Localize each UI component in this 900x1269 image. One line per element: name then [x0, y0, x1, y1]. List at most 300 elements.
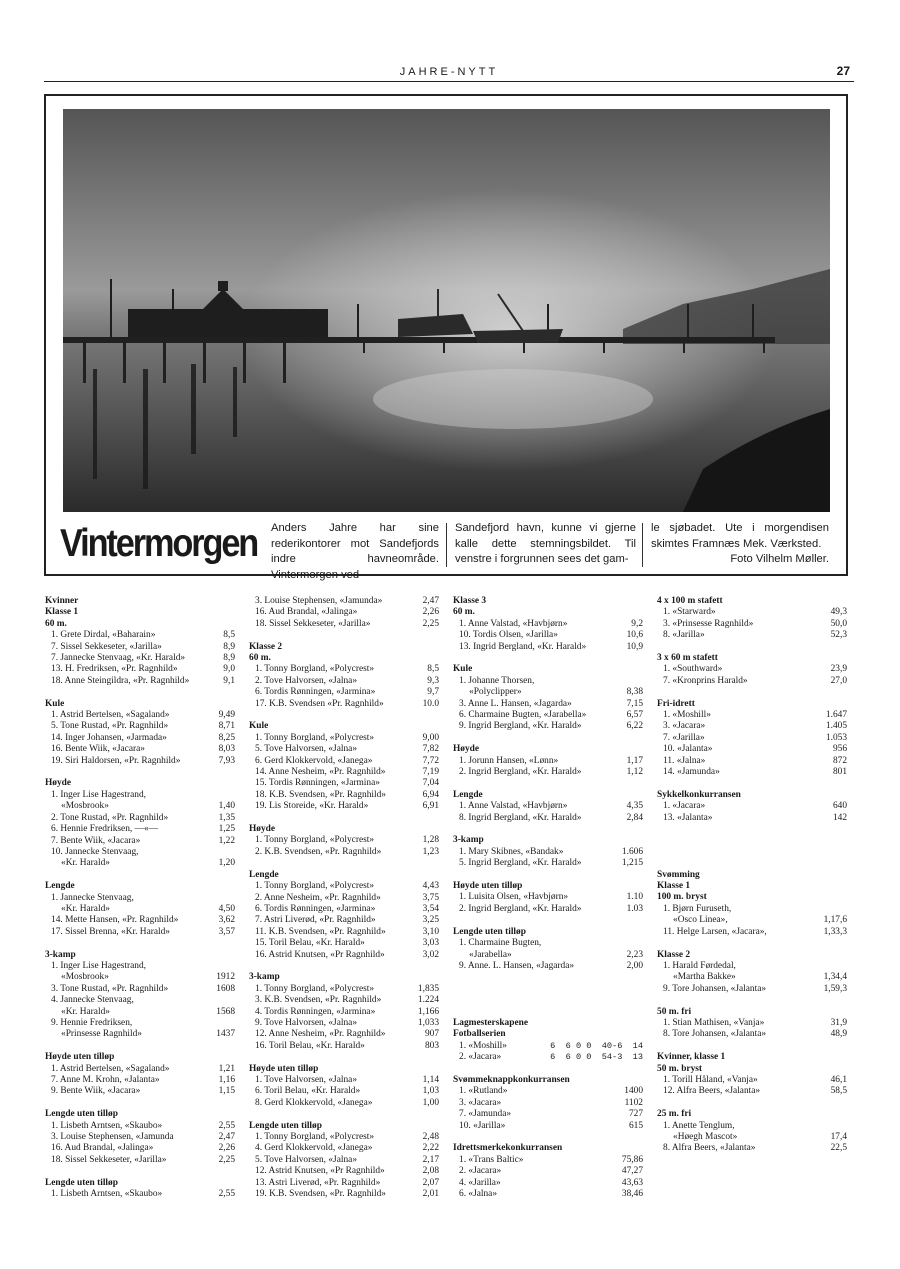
result-name: 5. Tove Halvorsen, «Jalna» [255, 744, 358, 755]
result-row [453, 1041, 643, 1052]
result-row [453, 1178, 643, 1189]
result-name: 7. «Kronprins Harald» [663, 675, 748, 686]
result-name: 17. Sissel Brenna, «Kr. Harald» [51, 926, 170, 937]
results-section [453, 1075, 643, 1132]
result-name: 3. «Prinsesse Ragnhild» [663, 618, 754, 629]
result-row [657, 1075, 847, 1086]
result-row [45, 847, 235, 858]
result-row [45, 630, 235, 641]
result-row [45, 1007, 235, 1018]
result-name: 1. «Rutland» [459, 1086, 508, 1097]
result-row [249, 676, 439, 687]
result-row [657, 972, 847, 983]
result-value: 4,35 [626, 801, 643, 812]
result-name: «Kr. Harald» [61, 903, 110, 914]
result-value: 1,16 [218, 1074, 235, 1085]
result-name: 12. Anne Nesheim, «Pr. Ragnhild» [255, 1029, 386, 1040]
result-value: 22,5 [830, 1143, 847, 1154]
result-name: 1. Grete Dirdal, «Baharain» [51, 630, 156, 641]
result-value: 9,1 [223, 675, 235, 686]
result-name [663, 847, 842, 858]
result-value: 2,22 [422, 1143, 439, 1154]
result-row [657, 664, 847, 675]
result-row [45, 790, 235, 801]
result-value [232, 1018, 235, 1029]
result-name: 5. Ingrid Bergland, «Kr. Harald» [459, 858, 582, 869]
result-value: 2,23 [626, 949, 643, 960]
results-column-1 [45, 596, 235, 1212]
results-section [657, 1109, 847, 1155]
section-title: Klasse 3 60 m. [453, 596, 487, 618]
result-row [249, 699, 439, 710]
result-row [249, 1178, 439, 1189]
result-name: 1. «Moshill» [459, 1040, 507, 1051]
result-name: 3. Louise Stephensen, «Jamunda» [255, 596, 383, 606]
result-name: 1. Jorunn Hansen, «Lønn» [459, 755, 559, 766]
result-name: 1. Inger Lise Hagestrand, [51, 960, 147, 971]
section-title: Kule [453, 664, 473, 675]
result-value: 803 [424, 1040, 439, 1051]
result-name: 12. Astrid Knutsen, «Pr Ragnhild» [255, 1166, 385, 1177]
results-section [453, 881, 643, 915]
result-row [45, 904, 235, 915]
result-row [249, 881, 439, 892]
result-row [657, 1143, 847, 1154]
result-row [453, 858, 643, 869]
result-name: 13. H. Fredriksen, «Pr. Ragnhild» [51, 664, 178, 675]
result-name: 1. Tonny Borgland, «Polycrest» [255, 664, 375, 675]
result-row [657, 801, 847, 812]
result-value: 3,57 [218, 926, 235, 937]
result-row [45, 915, 235, 926]
result-name: 16. Toril Belau, «Kr. Harald» [255, 1040, 365, 1051]
result-name: 1. Astrid Bertelsen, «Sagaland» [51, 710, 170, 721]
result-name: 11. K.B. Svendsen, «Pr. Ragnhild» [255, 926, 386, 937]
result-name: 7. Bente Wiik, «Jacara» [51, 835, 141, 846]
result-value: 1,033 [417, 1017, 439, 1028]
result-name: 8. Gerd Klokkervold, «Janega» [255, 1097, 373, 1108]
results-column-3 [453, 596, 643, 1212]
result-value: 2,55 [218, 1189, 235, 1200]
result-name: 1. Harald Førdedal, [663, 960, 736, 971]
result-name: 4. «Jarilla» [459, 1177, 501, 1188]
result-value: 7,72 [422, 755, 439, 766]
result-value: 1,03 [422, 1086, 439, 1097]
section-title: Sykkelkonkurransen [657, 789, 741, 800]
caption-text-1: Anders Jahre har sine rederikontorer mot Sandefjords indre havneområde. Vintermorgen ved [271, 522, 439, 581]
result-name: 5. Tove Halvorsen, «Jalna» [255, 1154, 358, 1165]
result-value: 17,4 [830, 1131, 847, 1142]
result-name: 10. «Jalanta» [663, 744, 713, 755]
section-title: Kule [249, 721, 269, 732]
result-row [453, 756, 643, 767]
page-number: 27 [836, 64, 850, 78]
result-value [638, 995, 641, 1006]
result-value: 1,15 [218, 1086, 235, 1097]
result-row [45, 642, 235, 653]
section-title: Lagmesterskapene Fotballserien [453, 1017, 528, 1040]
result-row [657, 915, 847, 926]
result-name: 1. Stian Mathisen, «Vanja» [663, 1017, 765, 1028]
result-name: 16. Aud Brandal, «Jalinga» [51, 1143, 154, 1154]
result-name: 18. Sissel Sekkeseter, «Jarilla» [255, 618, 371, 629]
result-row [45, 664, 235, 675]
result-row [45, 824, 235, 835]
results-section [45, 950, 235, 1041]
result-value: 7,04 [422, 778, 439, 789]
result-row [453, 1098, 643, 1109]
result-name: 1. «Moshill» [663, 710, 711, 721]
result-name: 4. Gerd Klokkervold, «Janega» [255, 1143, 373, 1154]
result-row [249, 733, 439, 744]
result-row [45, 653, 235, 664]
result-row [249, 664, 439, 675]
result-value: 1102 [624, 1097, 643, 1108]
results-section [453, 596, 643, 653]
result-value: 2,84 [626, 812, 643, 823]
results-section [453, 744, 643, 778]
result-name: 9. Anne. L. Hansen, «Jagarda» [459, 960, 575, 971]
caption-text-2: Sandefjord havn, kunne vi gjerne kalle dette stemningsbildet. Til venstre i forgrunnen sees det gam- [455, 522, 636, 565]
result-name: 3. «Jacara» [663, 721, 706, 732]
section-title: 50 m. fri [657, 1006, 692, 1017]
results-section [249, 721, 439, 812]
result-value [640, 676, 643, 687]
result-row [45, 801, 235, 812]
result-value: 1,59,3 [823, 983, 847, 994]
section-title: 3-kamp [45, 949, 76, 960]
result-value: 907 [424, 1029, 439, 1040]
result-value: 2,47 [218, 1132, 235, 1142]
result-name: 1. Tonny Borgland, «Polycrest» [255, 983, 375, 994]
result-row [249, 1007, 439, 1018]
result-name: 1. Tonny Borgland, «Polycrest» [255, 1131, 375, 1142]
section-title: Høyde [45, 778, 72, 789]
results-section [453, 984, 643, 1007]
result-row [249, 767, 439, 778]
result-row [453, 642, 643, 653]
result-row [453, 847, 643, 858]
caption-divider [446, 523, 447, 567]
results-section [249, 596, 439, 630]
section-title: Lengde uten tilløp [453, 926, 526, 937]
result-value: 75,86 [621, 1154, 643, 1165]
result-value: 9,0 [223, 664, 235, 675]
result-name: 2. Ingrid Bergland, «Kr. Harald» [459, 903, 582, 914]
result-value: 3,54 [422, 903, 439, 914]
result-value: 7,93 [218, 755, 235, 766]
result-name: 1. «Southward» [663, 664, 723, 675]
result-value: 46,1 [830, 1074, 847, 1085]
results-section [45, 778, 235, 869]
result-value: 3,03 [422, 938, 439, 949]
result-name: 14. «Jamunda» [663, 767, 720, 778]
results-section [45, 1052, 235, 1098]
result-value: 8,9 [223, 653, 235, 664]
result-row [249, 847, 439, 858]
result-name: 2. «Jacara» [459, 1166, 502, 1177]
result-name: 19. Siri Haldorsen, «Pr. Ragnhild» [51, 755, 181, 766]
section-title: Høyde uten tilløp [249, 1063, 319, 1074]
result-name: 1. Anette Tenglum, [663, 1120, 735, 1131]
result-row [453, 630, 643, 641]
result-row [657, 904, 847, 915]
result-row [45, 1189, 235, 1200]
result-name: 6. Hennie Fredriksen, —«— [51, 824, 159, 835]
harbour-photo [63, 109, 830, 512]
result-name: 1. Lisbeth Arntsen, «Skaubo» [51, 1120, 163, 1131]
result-row [45, 836, 235, 847]
result-name: 7. Astri Liverød, «Pr. Ragnhild» [255, 915, 376, 926]
result-row [453, 676, 643, 687]
section-title: Høyde [453, 744, 480, 755]
result-name: 16. Aud Brandal, «Jalinga» [255, 607, 358, 618]
result-name: 14. Mette Hansen, «Pr. Ragnhild» [51, 915, 179, 926]
result-value [844, 961, 847, 972]
result-row [657, 847, 847, 858]
result-value: 1.647 [825, 710, 847, 721]
result-row [453, 1121, 643, 1132]
result-value: 6,57 [626, 710, 643, 721]
result-value: 23,9 [830, 664, 847, 675]
result-name: 7. «Jarilla» [663, 732, 705, 743]
section-title: Lengde [249, 869, 279, 880]
result-row [453, 892, 643, 903]
result-name: 15. Toril Belau, «Kr. Harald» [255, 938, 365, 949]
result-row [453, 904, 643, 915]
magazine-title: JAHRE-NYTT [399, 66, 499, 78]
result-name: 6. Tordis Rønningen, «Jarmina» [255, 687, 376, 698]
results-section [249, 1121, 439, 1201]
result-row [657, 835, 847, 846]
result-value: 1,20 [218, 858, 235, 869]
result-value: 1,14 [422, 1074, 439, 1085]
result-value: 3,62 [218, 915, 235, 926]
result-row [453, 950, 643, 961]
result-name: «Mosbrook» [61, 801, 109, 812]
result-value: 1,28 [422, 835, 439, 846]
result-row [249, 1143, 439, 1154]
results-column-2 [249, 596, 439, 1212]
result-value: 7,15 [626, 698, 643, 709]
result-row [249, 1155, 439, 1166]
section-title: Svømmeknappkonkurransen [453, 1074, 570, 1085]
results-section [453, 1018, 643, 1064]
result-value: 9,2 [631, 618, 643, 629]
page-header [44, 64, 854, 82]
results-section [657, 950, 847, 996]
results-section [453, 790, 643, 824]
result-name: 2. Tone Rustad, «Pr. Ragnhild» [51, 812, 169, 823]
result-row [657, 721, 847, 732]
result-value: 38,46 [621, 1188, 643, 1199]
result-value: 6,91 [422, 801, 439, 812]
result-value: 50,0 [830, 618, 847, 629]
result-value: 9,00 [422, 732, 439, 743]
result-name: 10. Tordis Olsen, «Jarilla» [459, 630, 558, 641]
result-value: 2,48 [422, 1131, 439, 1142]
result-row [45, 1029, 235, 1040]
result-name: 1. Anne Valstad, «Havbjørn» [459, 618, 568, 629]
result-name: 5. Tone Rustad, «Pr. Ragnhild» [51, 721, 169, 732]
result-row [453, 1086, 643, 1097]
result-name: 1. Anne Valstad, «Havbjørn» [459, 801, 568, 812]
result-value: 1.606 [621, 846, 643, 857]
result-row [453, 961, 643, 972]
result-name: «Mosbrook» [61, 972, 109, 983]
result-value: 7,19 [422, 767, 439, 778]
result-value: 6 6 0 0 40-6 14 [550, 1040, 643, 1051]
result-name: 4. Jannecke Stenvaag, [51, 995, 134, 1006]
result-value: 1608 [216, 983, 235, 994]
result-row [249, 1086, 439, 1097]
result-name: 2. «Jacara» [459, 1052, 502, 1063]
result-row [249, 1018, 439, 1029]
result-value: 58,5 [830, 1086, 847, 1097]
result-value [842, 847, 845, 858]
result-row [249, 687, 439, 698]
result-name: 1. Inger Lise Hagestrand, [51, 789, 147, 800]
result-value: 10,6 [626, 630, 643, 641]
result-name: 15. Tordis Rønningen, «Jarmina» [255, 778, 380, 789]
result-row [249, 984, 439, 995]
result-value: 8,71 [218, 721, 235, 732]
section-title: 3 x 60 m stafett [657, 653, 718, 664]
section-title: Fri-idrett [657, 698, 695, 709]
result-value: 615 [628, 1120, 643, 1131]
result-name: «Osco Linea», [673, 915, 728, 926]
result-value: 3,25 [422, 915, 439, 926]
section-title: Lengde [453, 789, 483, 800]
result-value: 1,12 [626, 767, 643, 778]
result-name: 2. K.B. Svendsen, «Pr. Ragnhild» [255, 846, 382, 857]
result-value: 8,9 [223, 641, 235, 652]
result-name: 9. Bente Wiik, «Jacara» [51, 1086, 141, 1097]
photo-credit: Foto Vilhelm Møller. [730, 553, 829, 565]
result-value: 3,02 [422, 949, 439, 960]
result-name: «Prinsesse Ragnhild» [61, 1029, 142, 1040]
results-section [657, 699, 847, 779]
result-row [45, 984, 235, 995]
result-row [657, 927, 847, 938]
result-value: 2,25 [422, 618, 439, 629]
results-column-4 [657, 596, 847, 1166]
result-name: 3. K.B. Svendsen, «Pr. Ragnhild» [255, 995, 382, 1006]
result-name: 10. «Jarilla» [459, 1120, 506, 1131]
result-row [657, 1029, 847, 1040]
result-value: 3,75 [422, 892, 439, 903]
result-name [663, 835, 842, 846]
result-name: 1. Tonny Borgland, «Polycrest» [255, 881, 375, 892]
result-name [459, 984, 638, 995]
result-value: 1,21 [218, 1063, 235, 1074]
result-row [45, 1086, 235, 1097]
result-row [657, 1018, 847, 1029]
result-row [45, 733, 235, 744]
result-name: 1. Tove Halvorsen, «Jalna» [255, 1074, 358, 1085]
result-row [657, 1121, 847, 1132]
result-row [249, 915, 439, 926]
result-row [453, 1109, 643, 1120]
result-name: 1. Tonny Borgland, «Polycrest» [255, 732, 375, 743]
result-value: 8,5 [223, 630, 235, 641]
result-value: 4,50 [218, 903, 235, 914]
result-name: 1. «Jacara» [663, 801, 706, 812]
result-row [249, 938, 439, 949]
result-row [453, 699, 643, 710]
result-value: 9,49 [218, 710, 235, 721]
result-value: 640 [832, 801, 847, 812]
results-section [657, 653, 847, 687]
result-row [249, 744, 439, 755]
result-row [249, 1132, 439, 1143]
section-title: Høyde [249, 824, 276, 835]
result-row [45, 1018, 235, 1029]
results-section [657, 1007, 847, 1041]
result-value: 1437 [216, 1029, 235, 1040]
result-row [249, 756, 439, 767]
result-name: 1. Lisbeth Arntsen, «Skaubo» [51, 1189, 163, 1200]
result-row [453, 1052, 643, 1063]
result-value: 4,43 [422, 881, 439, 892]
results-section [249, 1064, 439, 1110]
result-value: 1,34,4 [823, 972, 847, 983]
result-row [453, 984, 643, 995]
result-row [249, 904, 439, 915]
result-row [657, 1086, 847, 1097]
result-name: 1. «Trans Baltic» [459, 1154, 524, 1165]
result-name: 19. Lis Storeide, «Kr. Harald» [255, 801, 369, 812]
result-name: 1. Mary Skibnes, «Bandak» [459, 846, 564, 857]
result-value: 1,35 [218, 812, 235, 823]
result-name: 10. Jannecke Stenvaag, [51, 846, 139, 857]
results-section [249, 642, 439, 710]
result-name: 6. Charmaine Bugten, «Jarabella» [459, 710, 587, 721]
result-row [657, 744, 847, 755]
result-name: 6. Toril Belau, «Kr. Harald» [255, 1086, 361, 1097]
results-section [45, 1109, 235, 1166]
result-value: 47,27 [621, 1166, 643, 1177]
result-row [249, 801, 439, 812]
section-title: Høyde uten tilløp [453, 881, 523, 892]
result-name: 1. Tonny Borgland, «Polycrest» [255, 835, 375, 846]
result-value: 2,55 [218, 1120, 235, 1131]
section-title: 25 m. fri [657, 1109, 692, 1120]
result-row [453, 619, 643, 630]
results-section [249, 824, 439, 858]
result-row [45, 1075, 235, 1086]
result-name: 9. Hennie Fredriksen, [51, 1017, 133, 1028]
result-row [657, 607, 847, 618]
section-title: 3-kamp [249, 972, 280, 983]
result-name: 8. Tore Johansen, «Jalanta» [663, 1029, 767, 1040]
result-name: «Høegh Mascot» [673, 1131, 738, 1142]
result-row [249, 835, 439, 846]
result-value: 956 [832, 744, 847, 755]
result-value [640, 938, 643, 949]
caption-text-3 [651, 521, 829, 568]
result-name: 9. Tore Johansen, «Jalanta» [663, 983, 767, 994]
result-name: 11. «Jalna» [663, 755, 706, 766]
result-row [453, 1166, 643, 1177]
result-value: 49,3 [830, 607, 847, 618]
result-name: 6. «Jalna» [459, 1188, 498, 1199]
result-name: 3. Tone Rustad, «Pr. Ragnhild» [51, 983, 169, 994]
result-value: 10,9 [626, 641, 643, 652]
result-value [638, 984, 641, 995]
section-title: Kvinner Klasse 1 60 m. [45, 596, 79, 629]
result-name: 1. Johanne Thorsen, [459, 675, 535, 686]
